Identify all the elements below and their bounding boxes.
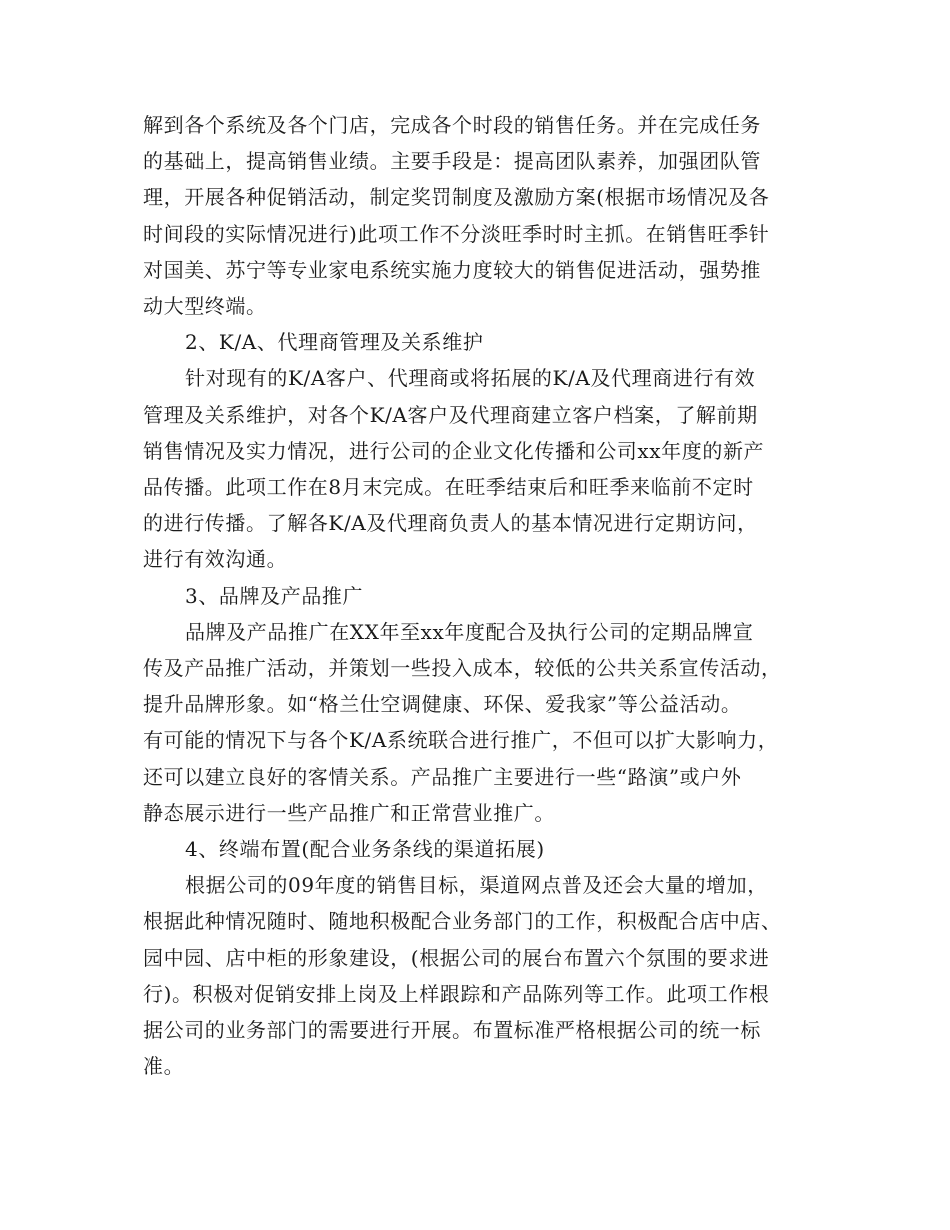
text-line: 的基础上，提高销售业绩。主要手段是：提高团队素养，加强团队管: [143, 149, 761, 174]
text-line: 提升品牌形象。如“格兰仕空调健康、环保、爱我家”等公益活动。: [143, 692, 742, 717]
heading-text: 3、品牌及产品推广: [185, 583, 364, 608]
paragraph-sales-tasks: [143, 107, 805, 324]
text-line: 静态展示进行一些产品推广和正常营业推广。: [143, 800, 555, 825]
text-line: 动大型终端。: [143, 294, 267, 319]
text-line: 品牌及产品推广在XX年至xx年度配合及执行公司的定期品牌宣: [185, 619, 754, 644]
paragraph-ka-agent: [143, 360, 805, 577]
text-line: 的进行传播。了解各K/A及代理商负责人的基本情况进行定期访问，: [143, 511, 758, 536]
text-line: 根据此种情况随时、随地积极配合业务部门的工作，积极配合店中店、: [143, 909, 782, 934]
text-line: 据公司的业务部门的需要进行开展。布置标准严格根据公司的统一标: [143, 1018, 761, 1043]
text-line: 针对现有的K/A客户、代理商或将拓展的K/A及代理商进行有效: [185, 366, 756, 391]
text-line: 有可能的情况下与各个K/A系统联合进行推广，不但可以扩大影响力，: [143, 728, 779, 753]
text-line: 准。: [143, 1054, 185, 1079]
text-line: 管理及关系维护，对各个K/A客户及代理商建立客户档案，了解前期: [143, 402, 758, 427]
text-line: 行)。积极对促销安排上岗及上样跟踪和产品陈列等工作。此项工作根: [143, 981, 770, 1006]
text-line: 传及产品推广活动，并策划一些投入成本，较低的公共关系宣传活动，: [143, 656, 782, 681]
text-line: 根据公司的09年度的销售目标，渠道网点普及还会大量的增加，: [185, 873, 768, 898]
heading-text: 4、终端布置(配合业务条线的渠道拓展): [185, 837, 545, 862]
text-line: 对国美、苏宁等专业家电系统实施力度较大的销售促进活动，强势推: [143, 257, 761, 282]
text-line: 园中园、店中柜的形象建设，(根据公司的展台布置六个氛围的要求进: [143, 945, 770, 970]
section-heading-terminal-layout: [143, 831, 805, 867]
text-line: 时间段的实际情况进行)此项工作不分淡旺季时时主抓。在销售旺季针: [143, 221, 770, 246]
text-line: 进行有效沟通。: [143, 547, 288, 572]
heading-text: 2、K/A、代理商管理及关系维护: [185, 330, 484, 355]
section-heading-brand-promotion: [143, 578, 805, 614]
document-body: [143, 107, 805, 1084]
paragraph-terminal-layout: [143, 867, 805, 1084]
paragraph-brand-promotion: [143, 614, 805, 831]
text-line: 理，开展各种促销活动，制定奖罚制度及激励方案(根据市场情况及各: [143, 185, 770, 210]
text-line: 销售情况及实力情况，进行公司的企业文化传播和公司xx年度的新产: [143, 438, 765, 463]
text-line: 解到各个系统及各个门店，完成各个时段的销售任务。并在完成任务: [143, 113, 761, 137]
section-heading-ka-agent: [143, 324, 805, 360]
text-line: 品传播。此项工作在8月末完成。在旺季结束后和旺季来临前不定时: [143, 475, 754, 500]
text-line: 还可以建立良好的客情关系。产品推广主要进行一些“路演”或户外: [143, 764, 742, 789]
